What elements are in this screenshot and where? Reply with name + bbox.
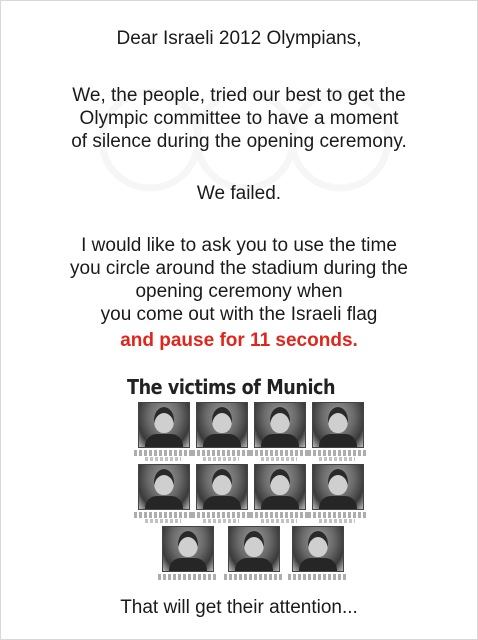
victim-portrait [196, 402, 248, 448]
victim-portrait [138, 402, 190, 448]
portrait-caption [134, 450, 192, 456]
paragraph1-line3: of silence during the opening ceremony. [71, 131, 407, 152]
portrait-caption [158, 574, 216, 580]
portrait-caption [192, 450, 250, 456]
paragraph2-line2: you circle around the stadium during the [70, 258, 408, 279]
portrait-caption [145, 519, 181, 523]
portrait-caption [145, 457, 181, 461]
victim-portrait [162, 526, 214, 572]
pause-emphasis: and pause for 11 seconds. [120, 330, 358, 351]
paragraph1-line2: Olympic committee to have a moment [79, 108, 399, 129]
portrait-caption [261, 457, 297, 461]
paragraph1-line1: We, the people, tried our best to get the [72, 85, 406, 106]
victim-portrait [196, 464, 248, 510]
portrait-caption [319, 519, 355, 523]
victims-photo-grid [128, 400, 358, 582]
portrait-caption [308, 450, 366, 456]
victim-portrait [138, 464, 190, 510]
portrait-caption [203, 519, 239, 523]
victim-portrait [292, 526, 344, 572]
failed-line: We failed. [196, 183, 282, 204]
portrait-caption [308, 512, 366, 518]
portrait-caption [134, 512, 192, 518]
victim-portrait [312, 464, 364, 510]
paragraph2-line3: opening ceremony when [135, 281, 343, 302]
portrait-caption [261, 519, 297, 523]
victim-portrait [254, 402, 306, 448]
victims-title: The victims of Munich [127, 375, 336, 399]
greeting: Dear Israeli 2012 Olympians, [116, 28, 362, 49]
portrait-caption [192, 512, 250, 518]
portrait-caption [319, 457, 355, 461]
portrait-caption [224, 574, 282, 580]
closing-line: That will get their attention... [120, 597, 358, 618]
paragraph2-line1: I would like to ask you to use the time [81, 235, 397, 256]
portrait-caption [203, 457, 239, 461]
victim-portrait [228, 526, 280, 572]
portrait-caption [250, 450, 308, 456]
portrait-caption [288, 574, 346, 580]
paragraph2-line4: you come out with the Israeli flag [100, 304, 378, 325]
victim-portrait [254, 464, 306, 510]
portrait-caption [250, 512, 308, 518]
victim-portrait [312, 402, 364, 448]
